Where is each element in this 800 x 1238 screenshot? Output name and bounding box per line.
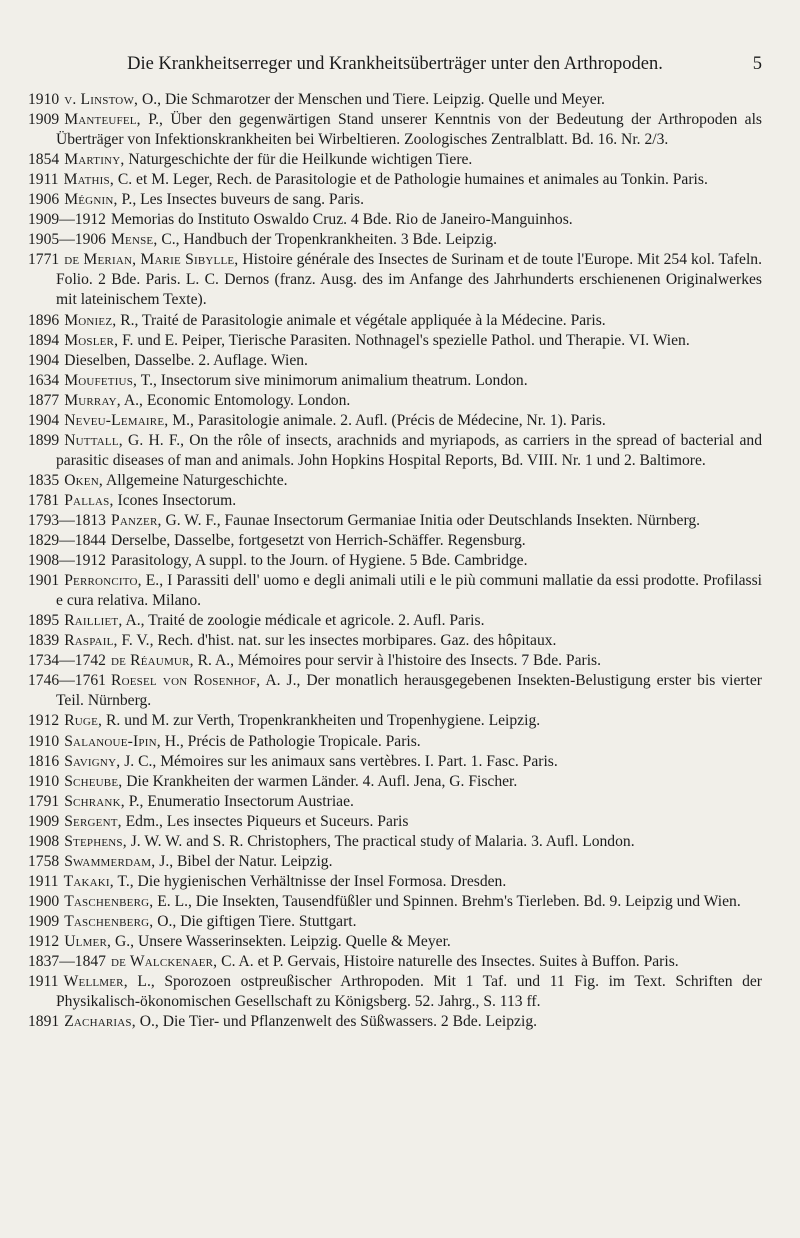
entry-year: 1906: [28, 191, 60, 209]
bibliography-entry: [28, 331, 762, 351]
running-title: Die Krankheitserreger und Krankheitsüberträger unter den Arthropoden.: [127, 54, 663, 74]
bibliography-entry: [28, 311, 762, 331]
bibliography-entry: [28, 832, 762, 852]
entry-text: O., Die Tier- und Pflanzenwelt des Süßwassers. 2 Bde. Leipzig.: [135, 1013, 538, 1031]
bibliography-entry: [28, 190, 762, 210]
entry-author: Salanoue-Ipin,: [64, 732, 161, 750]
entry-year: 1904: [28, 351, 60, 369]
entry-year: 1634: [28, 371, 60, 389]
entry-author: Nuttall,: [64, 431, 123, 449]
entry-text: C. A. et P. Gervais, Histoire naturelle des Insectes. Suites à Buffon. Paris.: [217, 953, 679, 971]
entry-year: 1905—1906: [28, 231, 106, 249]
entry-author: Mathis,: [63, 171, 114, 189]
entry-text: L., Sporozoen ostpreußischer Arthropoden. Mit 1 Taf. und 11 Fig. im Text. Schriften der Physikalisch-ökonomischen Gesellschaft zu Königsberg. 52. Jahrg., S. 113 ff.: [56, 973, 762, 1011]
entry-year: 1908: [28, 832, 60, 850]
entry-author: de Walckenaer,: [110, 953, 218, 971]
entry-year: 1908—1912: [28, 552, 106, 570]
bibliography-entry: [28, 471, 762, 491]
entry-author: Taschenberg,: [64, 912, 154, 930]
entry-year: 1746—1761: [28, 672, 106, 690]
bibliography-entry: [28, 491, 762, 511]
entry-text: R., Traité de Parasitologie animale et végétale appliquée à la Médecine. Paris.: [116, 311, 606, 329]
bibliography-entry: [28, 892, 762, 912]
entry-text: C., Handbuch der Tropenkrankheiten. 3 Bde. Leipzig.: [157, 231, 497, 249]
entry-author: Panzer,: [110, 511, 162, 529]
bibliography-entry: [28, 752, 762, 772]
entry-author: Moniez,: [64, 311, 117, 329]
entry-author: Swammerdam,: [64, 852, 156, 870]
entry-author: Sergent,: [64, 812, 122, 830]
entry-author: Takaki,: [63, 872, 114, 890]
entry-text: F. V., Rech. d'hist. nat. sur les insectes morbipares. Gaz. des hôpitaux.: [117, 632, 557, 650]
entry-text: E. L., Die Insekten, Tausendfüßler und Spinnen. Brehm's Tierleben. Bd. 9. Leipzig und Wien.: [153, 892, 741, 910]
entry-author: de Merian, Marie Sibylle,: [64, 251, 239, 269]
entry-text: Histoire générale des Insectes de Surinam et de toute l'Europe. Mit 254 kol. Tafeln. Folio. 2 Bde. Paris. L. C. Dernos (franz. Ausg. des im Anfange des Jahrhunderts erschienenen Originalwerkes mit lateinischem Texte).: [56, 251, 763, 309]
entry-year: 1909: [28, 111, 60, 129]
entry-year: 1911: [28, 973, 59, 991]
entry-text: R. und M. zur Verth, Tropenkrankheiten und Tropenhygiene. Leipzig.: [102, 712, 541, 730]
entry-author: Railliet,: [64, 612, 123, 630]
bibliography-entry: [28, 792, 762, 812]
entry-year: 1896: [28, 311, 60, 329]
entry-year: 1854: [28, 151, 60, 169]
entry-year: 1877: [28, 391, 60, 409]
bibliography-entry: [28, 411, 762, 431]
entry-year: 1829—1844: [28, 532, 106, 550]
entry-year: 1758: [28, 852, 60, 870]
bibliography-entry: [28, 952, 762, 972]
entry-author: Zacharias,: [64, 1013, 136, 1031]
bibliography-entry: [28, 912, 762, 932]
entry-text: G. H. F., On the rôle of insects, arachnids and myriapods, as carriers in the spread of bacterial and parasitic diseases of man and animals. John Hopkins Hospital Reports, Bd. VIII. Nr. 1 und 2. Baltimore.: [56, 431, 762, 469]
bibliography-entry: [28, 711, 762, 731]
entry-year: 1911: [28, 171, 59, 189]
entry-text: P., Enumeratio Insectorum Austriae.: [124, 792, 354, 810]
bibliography-entry: [28, 110, 762, 150]
entry-text: J. C., Mémoires sur les animaux sans vertèbres. I. Part. 1. Fasc. Paris.: [120, 752, 558, 770]
entry-text: Parasitology, A suppl. to the Journ. of Hygiene. 5 Bde. Cambridge.: [110, 552, 528, 570]
entry-year: 1910: [28, 772, 60, 790]
entry-author: Taschenberg,: [64, 892, 154, 910]
entry-author: Mégnin,: [64, 191, 118, 209]
entry-text: A., Traité de zoologie médicale et agricole. 2. Aufl. Paris.: [122, 612, 485, 630]
entry-author: Moufetius,: [64, 371, 138, 389]
entry-year: 1901: [28, 572, 60, 590]
entry-text: P., Über den gegenwärtigen Stand unserer Kenntnis von der Bedeutung der Arthropoden als Überträger von Infektionskrankheiten bei Wirbeltieren. Zoologisches Zentralblatt. Bd. 16. Nr. 2/3.: [56, 111, 762, 149]
bibliography-entry: [28, 571, 762, 611]
entry-year: 1910: [28, 732, 60, 750]
bibliography-entry: [28, 551, 762, 571]
entry-text: E., I Parassiti dell' uomo e degli animali utili e le più communi mallatie da essi prodotte. Profilassi e cura relativa. Milano.: [56, 572, 762, 610]
bibliography-entry: [28, 671, 762, 711]
bibliography-entry: [28, 391, 762, 411]
bibliography-entry: [28, 90, 762, 110]
entry-text: R. A., Mémoires pour servir à l'histoire des Insects. 7 Bde. Paris.: [193, 652, 602, 670]
page-number: 5: [752, 54, 762, 74]
entry-year: 1909—1912: [28, 211, 106, 229]
entry-year: 1904: [28, 411, 60, 429]
bibliography-entry: [28, 1012, 762, 1032]
entry-year: 1900: [28, 892, 60, 910]
bibliography-entry: [28, 150, 762, 170]
entry-year: 1910: [28, 91, 60, 108]
bibliography-entry: [28, 872, 762, 892]
entry-text: O., Die giftigen Tiere. Stuttgart.: [153, 912, 357, 930]
entry-year: 1912: [28, 712, 60, 730]
entry-year: 1891: [28, 1013, 60, 1031]
entry-author: Neveu-Lemaire,: [64, 411, 169, 429]
entry-year: 1835: [28, 471, 60, 489]
entry-author: Ulmer,: [64, 932, 112, 950]
entry-author: Murray,: [64, 391, 121, 409]
entry-author: Oken,: [64, 471, 103, 489]
entry-text: P., Les Insectes buveurs de sang. Paris.: [117, 191, 365, 209]
entry-text: Die Krankheiten der warmen Länder. 4. Aufl. Jena, G. Fischer.: [122, 772, 518, 790]
entry-year: 1894: [28, 331, 60, 349]
bibliography-entry: [28, 531, 762, 551]
entry-text: J. W. W. and S. R. Christophers, The practical study of Malaria. 3. Aufl. London.: [126, 832, 635, 850]
entry-text: O., Die Schmarotzer der Menschen und Tiere. Leipzig. Quelle und Meyer.: [138, 91, 605, 108]
bibliography-entry: [28, 511, 762, 531]
bibliography-entry: [28, 351, 762, 371]
bibliography-entry: [28, 732, 762, 752]
entry-text: F. und E. Peiper, Tierische Parasiten. Nothnagel's spezielle Pathol. und Therapie. VI. Wien.: [118, 331, 690, 349]
entry-author: Pallas,: [64, 491, 114, 509]
entry-author: Savigny,: [64, 752, 121, 770]
entry-text: Edm., Les insectes Piqueurs et Suceurs. Paris: [121, 812, 409, 830]
entry-author: Wellmer,: [63, 973, 128, 991]
entry-year: 1909: [28, 912, 60, 930]
entry-author: Stephens,: [64, 832, 127, 850]
entry-author: Roesel von Rosenhof,: [110, 672, 261, 690]
entry-year: 1781: [28, 491, 60, 509]
bibliography-entry: [28, 210, 762, 230]
bibliography-entry: [28, 772, 762, 792]
bibliography-entry: [28, 250, 762, 310]
bibliography-entry: [28, 631, 762, 651]
bibliography-entry: [28, 371, 762, 391]
entry-text: M., Parasitologie animale. 2. Aufl. (Précis de Médecine, Nr. 1). Paris.: [168, 411, 606, 429]
entry-author: Mosler,: [64, 331, 119, 349]
entry-text: Dieselben, Dasselbe. 2. Auflage. Wien.: [64, 351, 308, 369]
entry-year: 1839: [28, 632, 60, 650]
bibliography-entry: [28, 972, 762, 1012]
entry-year: 1771: [28, 251, 60, 269]
entry-author: Perroncito,: [64, 572, 142, 590]
entry-year: 1911: [28, 872, 59, 890]
entry-year: 1793—1813: [28, 511, 106, 529]
entry-author: Raspail,: [64, 632, 118, 650]
bibliography-entry: [28, 431, 762, 471]
running-head: [28, 52, 762, 76]
entry-text: Icones Insectorum.: [113, 491, 237, 509]
entry-year: 1899: [28, 431, 60, 449]
entry-text: Allgemeine Naturgeschichte.: [102, 471, 288, 489]
entry-author: Ruge,: [64, 712, 103, 730]
bibliography-entry: [28, 852, 762, 872]
bibliography-entry: [28, 651, 762, 671]
entry-author: Manteufel,: [64, 111, 141, 129]
entry-author: de Réaumur,: [110, 652, 194, 670]
entry-author: Scheube,: [64, 772, 123, 790]
entry-year: 1912: [28, 932, 60, 950]
bibliography-list: [28, 90, 762, 1032]
entry-text: Derselbe, Dasselbe, fortgesetzt von Herrich-Schäffer. Regensburg.: [110, 532, 526, 550]
entry-text: T., Insectorum sive minimorum animalium theatrum. London.: [137, 371, 528, 389]
entry-year: 1734—1742: [28, 652, 106, 670]
entry-year: 1791: [28, 792, 60, 810]
entry-author: Mense,: [110, 231, 158, 249]
bibliography-entry: [28, 170, 762, 190]
entry-year: 1837—1847: [28, 953, 106, 971]
entry-text: A. J., Der monatlich herausgegebenen Insekten-Belustigung erster bis vierter Teil. Nürnberg.: [56, 672, 763, 710]
entry-author: Schrank,: [64, 792, 125, 810]
entry-text: Memorias do Instituto Oswaldo Cruz. 4 Bde. Rio de Janeiro-Manguinhos.: [110, 211, 573, 229]
bibliography-entry: [28, 611, 762, 631]
entry-text: H., Précis de Pathologie Tropicale. Paris.: [160, 732, 421, 750]
entry-year: 1816: [28, 752, 60, 770]
entry-text: G. W. F., Faunae Insectorum Germaniae Initia oder Deutschlands Insekten. Nürnberg.: [161, 511, 701, 529]
entry-text: T., Die hygienischen Verhältnisse der Insel Formosa. Dresden.: [113, 872, 507, 890]
entry-text: A., Economic Entomology. London.: [120, 391, 351, 409]
entry-text: Naturgeschichte der für die Heilkunde wichtigen Tiere.: [124, 151, 473, 169]
bibliography-entry: [28, 230, 762, 250]
entry-year: 1895: [28, 612, 60, 630]
bibliography-entry: [28, 812, 762, 832]
bibliography-entry: [28, 932, 762, 952]
entry-text: G., Unsere Wasserinsekten. Leipzig. Quelle & Meyer.: [111, 932, 451, 950]
entry-text: C. et M. Leger, Rech. de Parasitologie et de Pathologie humaines et animales au Tonkin. Paris.: [113, 171, 708, 189]
entry-author: v. Linstow,: [64, 91, 139, 108]
entry-year: 1909: [28, 812, 60, 830]
entry-text: J., Bibel der Natur. Leipzig.: [155, 852, 333, 870]
entry-author: Martiny,: [64, 151, 125, 169]
